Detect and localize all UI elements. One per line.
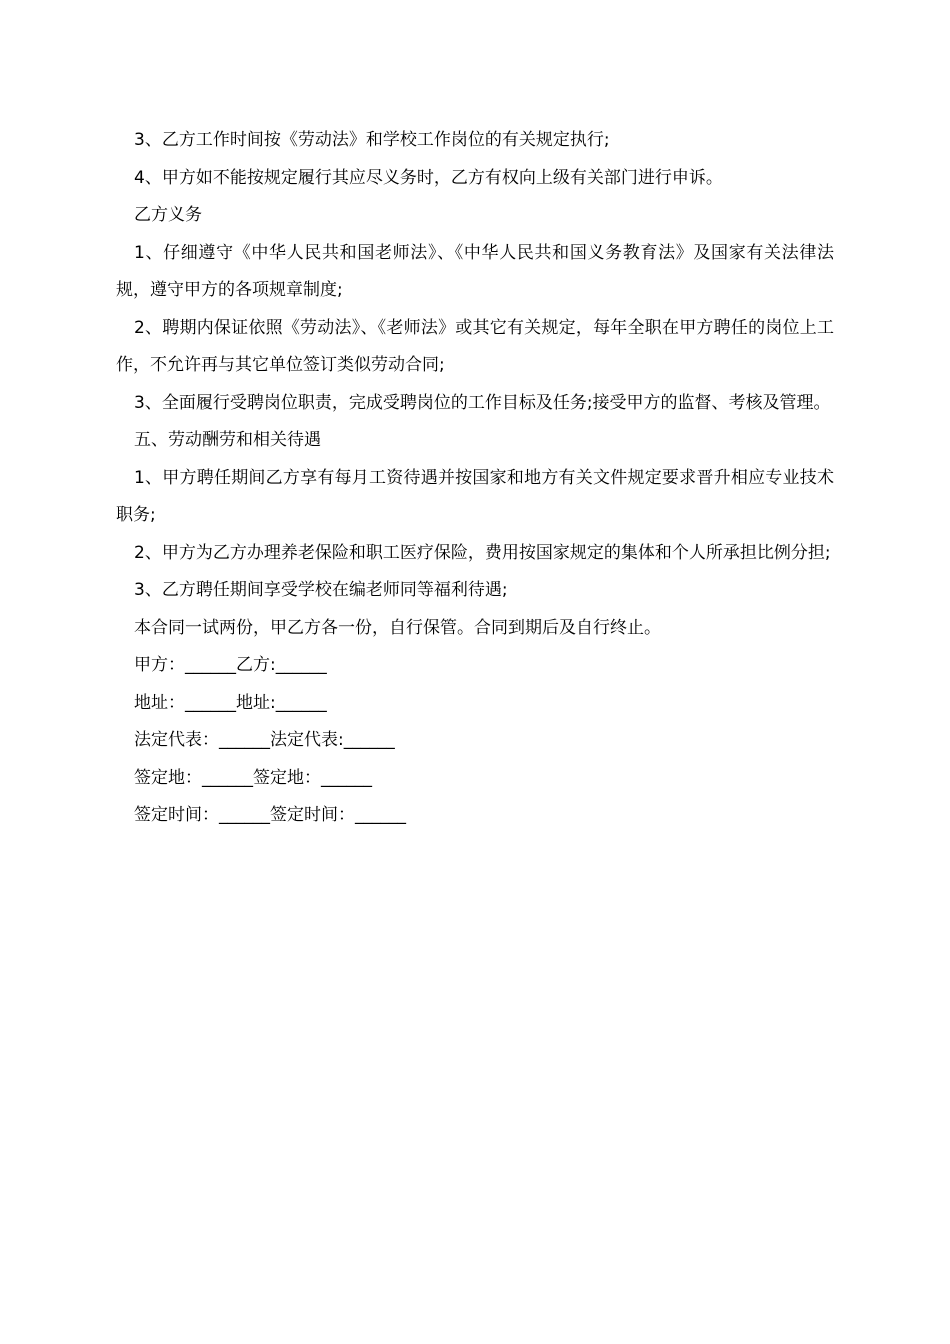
- paragraph-fulfill-duties: 3、全面履行受聘岗位职责，完成受聘岗位的工作目标及任务;接受甲方的监督、考核及管理。: [134, 392, 831, 413]
- paragraph-appeal-right: 4、甲方如不能按规定履行其应尽义务时，乙方有权向上级有关部门进行申诉。: [134, 167, 723, 188]
- paragraph-contract-copies: 本合同一试两份，甲乙方各一份，自行保管。合同到期后及自行终止。: [134, 617, 661, 638]
- signature-line-legal-representative: 法定代表：______法定代表:______: [134, 730, 395, 750]
- paragraph-benefits: 3、乙方聘任期间享受学校在编老师同等福利待遇;: [134, 580, 508, 600]
- document-body: [116, 122, 834, 835]
- paragraph-work-hours: 3、乙方工作时间按《劳动法》和学校工作岗位的有关规定执行;: [134, 130, 610, 150]
- section-heading-party-b-obligations: 乙方义务: [134, 205, 202, 225]
- paragraph-insurance: 2、甲方为乙方办理养老保险和职工医疗保险，费用按国家规定的集体和个人所承担比例分担;: [134, 542, 831, 563]
- signature-line-parties: 甲方：______乙方:______: [134, 655, 327, 675]
- signature-line-signing-place: 签定地：______签定地：______: [134, 767, 372, 788]
- section-heading-compensation: 五、劳动酬劳和相关待遇: [134, 430, 321, 450]
- signature-line-signing-date: 签定时间：______签定时间：______: [134, 805, 406, 825]
- signature-line-address: 地址：______地址:______: [134, 692, 327, 713]
- paragraph-salary: 1、甲方聘任期间乙方享有每月工资待遇并按国家和地方有关文件规定要求晋升相应专业技术职务;: [116, 467, 834, 525]
- paragraph-full-time-employment: 2、聘期内保证依照《劳动法》、《老师法》或其它有关规定，每年全职在甲方聘任的岗位上工作，不允许再与其它单位签订类似劳动合同;: [116, 317, 834, 375]
- paragraph-obey-laws: 1、仔细遵守《中华人民共和国老师法》、《中华人民共和国义务教育法》及国家有关法律法规，遵守甲方的各项规章制度;: [116, 242, 834, 300]
